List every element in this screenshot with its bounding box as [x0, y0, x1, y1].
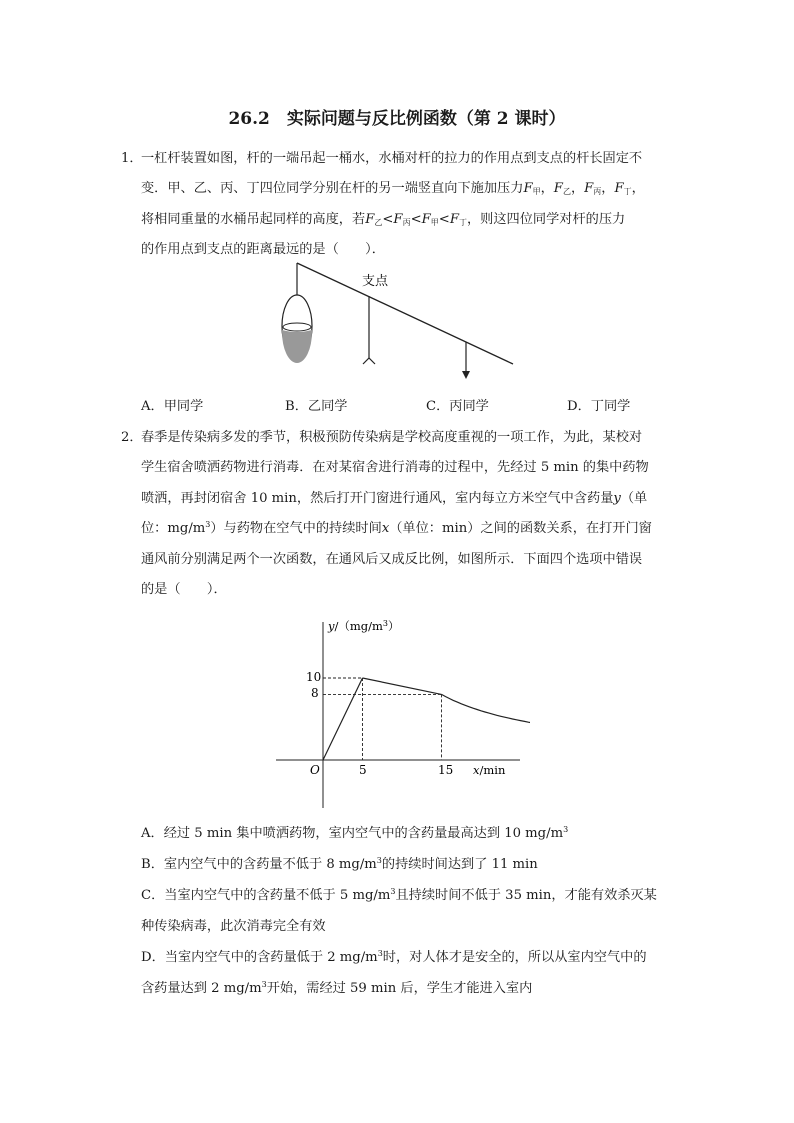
q2-option-d-line-2 [141, 977, 532, 996]
q2-option-d-line-2-b: 开始，需经过 59 min 后，学生才能进入室内 [266, 981, 533, 996]
lever-bar [297, 263, 513, 364]
less-than: < [410, 212, 422, 227]
force-sub: 丁 [623, 187, 632, 196]
less-than: < [438, 212, 450, 227]
force-arrow-head [462, 371, 470, 379]
sup-3: 3 [563, 825, 569, 834]
q2-option-a-text: A．经过 5 min 集中喷洒药物，室内空气中的含药量最高达到 10 mg/m [141, 826, 564, 841]
function-graph [270, 612, 530, 812]
q1-line-3-end: ，则这四位同学对杆的压力 [467, 212, 626, 227]
q2-line-3-end: （单 [620, 491, 648, 506]
sup-3: 3 [376, 856, 382, 865]
q2-option-b [141, 853, 538, 872]
force-symbol: F [421, 212, 431, 227]
bucket-water [282, 330, 312, 363]
y-unit: /（mg/m [334, 619, 383, 633]
force-symbol: F [614, 181, 624, 196]
less-than: < [382, 212, 394, 227]
x-var: x [473, 763, 480, 777]
q2-option-c-line-1 [141, 884, 657, 903]
force-sub: 甲 [532, 187, 541, 196]
q2-number: 2． [121, 430, 143, 445]
sup-3: 3 [261, 980, 267, 989]
x-tick-5: 5 [359, 763, 367, 777]
q2-option-a [141, 822, 568, 841]
q1-option-b: B．乙同学 [285, 399, 348, 414]
comma: ， [631, 181, 645, 196]
var-y: y [613, 491, 621, 506]
q2-option-d-line-2-a: 含药量达到 2 mg/m [141, 981, 262, 996]
lever-figure [270, 258, 530, 383]
q2-option-c-line-2: 种传染病毒，此次消毒完全有效 [141, 919, 326, 934]
force-symbol: F [553, 181, 563, 196]
force-sub: 乙 [374, 218, 383, 227]
fulcrum-label: 支点 [362, 274, 389, 289]
sup-3: 3 [377, 949, 383, 958]
series-segment-1 [323, 678, 363, 760]
force-symbol: F [449, 212, 459, 227]
q1-line-4: 的作用点到支点的距离最远的是（ ）． [141, 242, 385, 257]
q1-line-2 [141, 177, 645, 197]
y-unit-close: ） [388, 619, 400, 633]
series-segment-2 [363, 678, 442, 694]
q1-option-c: C．丙同学 [426, 399, 489, 414]
force-sub: 乙 [562, 187, 571, 196]
origin-label: O [310, 763, 320, 777]
water-surface [283, 323, 311, 331]
page-title: 26.2 实际问题与反比例函数（第 2 课时） [228, 109, 566, 129]
q2-line-3-text: 喷洒，再封闭宿舍 10 min，然后打开门窗进行通风，室内每立方米空气中含药量 [141, 491, 614, 506]
force-symbol: F [365, 212, 375, 227]
q2-option-c-b: 且持续时间不低于 35 min，才能有效杀灭某 [395, 888, 657, 903]
y-axis-label [327, 619, 400, 633]
force-symbol: F [523, 181, 533, 196]
var-x: x [381, 521, 390, 536]
q1-option-d: D．丁同学 [567, 399, 631, 414]
force-sub: 丙 [593, 187, 602, 196]
q2-option-b-b: 的持续时间达到了 11 min [381, 857, 538, 872]
q1-line-3 [141, 208, 625, 228]
q2-line-3 [141, 487, 647, 506]
q2-option-c-a: C．当室内空气中的含药量不低于 5 mg/m [141, 888, 391, 903]
fulcrum-base [363, 358, 375, 364]
q2-line-1: 春季是传染病多发的季节，积极预防传染病是学校高度重视的一项工作，为此，某校对 [141, 430, 643, 445]
comma: ， [570, 181, 585, 196]
q2-line-6: 的是（ ）． [141, 582, 227, 597]
q2-line-4-b: ）与药物在空气中的持续时间 [210, 521, 382, 536]
q2-line-2: 学生宿舍喷洒药物进行消毒．在对某宿舍进行消毒的过程中，先经过 5 min 的集中药物 [141, 460, 649, 475]
force-sub: 丙 [402, 218, 411, 227]
q2-line-4 [141, 517, 652, 536]
y-var: y [328, 619, 335, 633]
q1-option-a: A．甲同学 [141, 399, 204, 414]
chart-marks [323, 678, 530, 760]
y-tick-10: 10 [306, 670, 322, 684]
q2-option-d-a: D．当室内空气中的含药量低于 2 mg/m [141, 950, 378, 965]
q2-line-4-a: 位：mg/m [141, 521, 206, 536]
q2-option-b-a: B．室内空气中的含药量不低于 8 mg/m [141, 857, 377, 872]
force-symbol: F [393, 212, 403, 227]
x-axis-label [473, 763, 506, 777]
force-sub: 甲 [430, 218, 439, 227]
comma: ， [601, 181, 615, 196]
q2-option-d-line-1 [141, 946, 647, 965]
q1-line-1: 一杠杆装置如图，杆的一端吊起一桶水，水桶对杆的拉力的作用点到支点的杆长固定不 [141, 151, 643, 166]
comma: ， [540, 181, 554, 196]
q1-line-3-text: 将相同重量的水桶吊起同样的高度，若 [141, 212, 366, 227]
q2-option-d-b: 时，对人体才是安全的，所以从室内空气中的 [382, 950, 647, 965]
q1-number: 1． [121, 151, 143, 166]
x-unit: /min [479, 763, 506, 777]
sup-3: 3 [390, 887, 396, 896]
y-unit-sup: 3 [382, 619, 389, 628]
y-tick-8: 8 [311, 686, 319, 700]
q2-line-5: 通风前分别满足两个一次函数，在通风后又成反比例，如图所示．下面四个选项中错误 [141, 552, 643, 567]
inverse-curve [442, 694, 531, 727]
x-tick-15: 15 [438, 763, 454, 777]
force-sub: 丁 [459, 218, 467, 227]
sup-3: 3 [205, 520, 211, 529]
q2-line-4-c: （单位：min）之间的函数关系，在打开门窗 [389, 521, 652, 536]
force-symbol: F [584, 181, 594, 196]
q1-line-2-text: 变．甲、乙、丙、丁四位同学分别在杆的另一端竖直向下施加压力 [141, 181, 524, 196]
